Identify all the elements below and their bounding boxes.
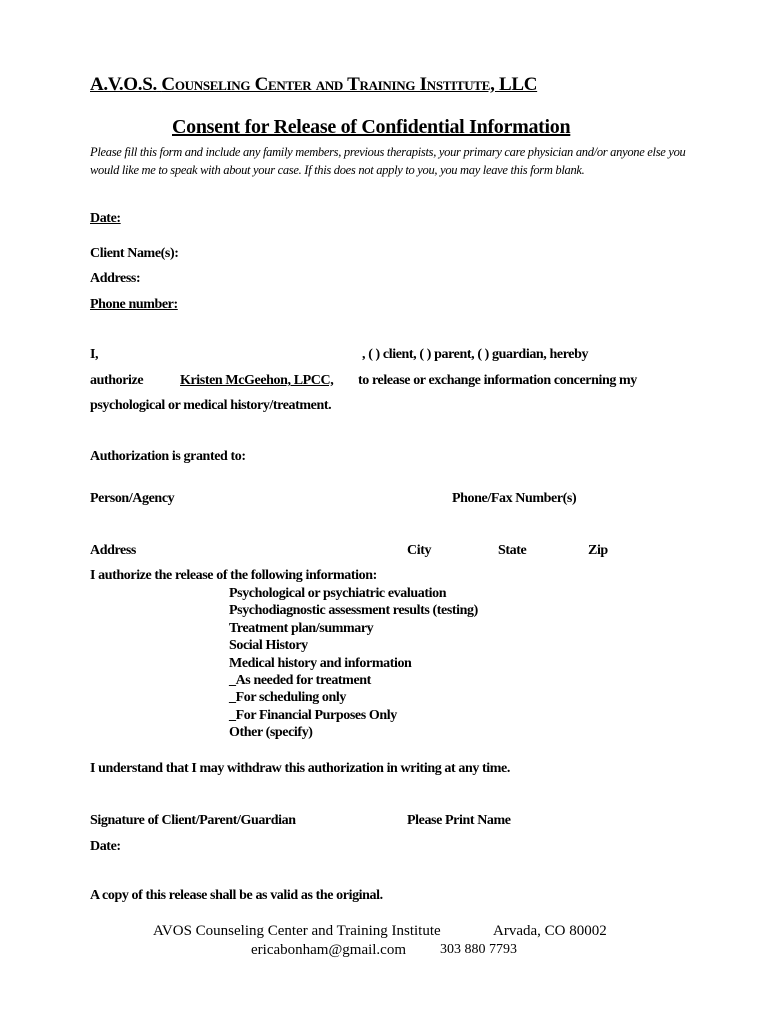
release-item: _As needed for treatment (229, 673, 371, 688)
granted-to-label: Authorization is granted to: (90, 449, 246, 464)
person-agency-label: Person/Agency (90, 491, 175, 506)
release-item: Other (specify) (229, 725, 313, 740)
state-label: State (498, 543, 527, 558)
instructions-text: Please fill this form and include any family members, previous therapists, your primary care physician and/or anyone else you would like me to speak with about your case. If this does not apply to you, you may leave this form blank. (90, 145, 686, 177)
signature-date-label: Date: (90, 839, 121, 854)
copy-validity-statement: A copy of this release shall be as valid as the original. (90, 888, 383, 903)
signature-label: Signature of Client/Parent/Guardian (90, 813, 296, 828)
footer-email: ericabonham@gmail.com (251, 942, 407, 958)
print-name-label: Please Print Name (407, 813, 511, 828)
authorize-label: authorize (90, 373, 144, 388)
client-name-label: Client Name(s): (90, 246, 179, 261)
footer-org: AVOS Counseling Center and Training Institute (153, 923, 441, 939)
release-item: Treatment plan/summary (229, 621, 374, 636)
release-item: Psychological or psychiatric evaluation (229, 586, 447, 601)
release-item: _For scheduling only (229, 690, 346, 705)
release-item: Medical history and information (229, 656, 412, 671)
org-name: Counseling Center and Training Institute, LLC (161, 74, 538, 95)
date-label: Date: (90, 211, 121, 226)
address-label: Address (90, 543, 136, 558)
phone-number-label: Phone number: (90, 297, 178, 312)
client-address-label: Address: (90, 271, 141, 286)
release-item: Psychodiagnostic assessment results (testing) (229, 603, 478, 618)
zip-label: Zip (588, 543, 608, 558)
i-label: I, (90, 347, 99, 362)
withdraw-statement: I understand that I may withdraw this authorization in writing at any time. (90, 761, 510, 776)
release-item: _For Financial Purposes Only (229, 708, 397, 723)
release-text: to release or exchange information concerning my (358, 373, 637, 388)
history-text: psychological or medical history/treatment. (90, 398, 332, 413)
city-label: City (407, 543, 432, 558)
role-options: , ( ) client, ( ) parent, ( ) guardian, hereby (362, 347, 589, 362)
footer-location: Arvada, CO 80002 (493, 923, 607, 939)
phone-fax-label: Phone/Fax Number(s) (452, 491, 577, 506)
organization-heading (90, 74, 537, 96)
provider-name: Kristen McGeehon, LPCC, (180, 373, 334, 388)
release-item: Social History (229, 638, 308, 653)
form-title: Consent for Release of Confidential Information (172, 116, 571, 138)
release-intro: I authorize the release of the following information: (90, 568, 377, 583)
org-prefix: A.V.O.S. (90, 74, 157, 95)
footer-phone: 303 880 7793 (440, 942, 517, 957)
